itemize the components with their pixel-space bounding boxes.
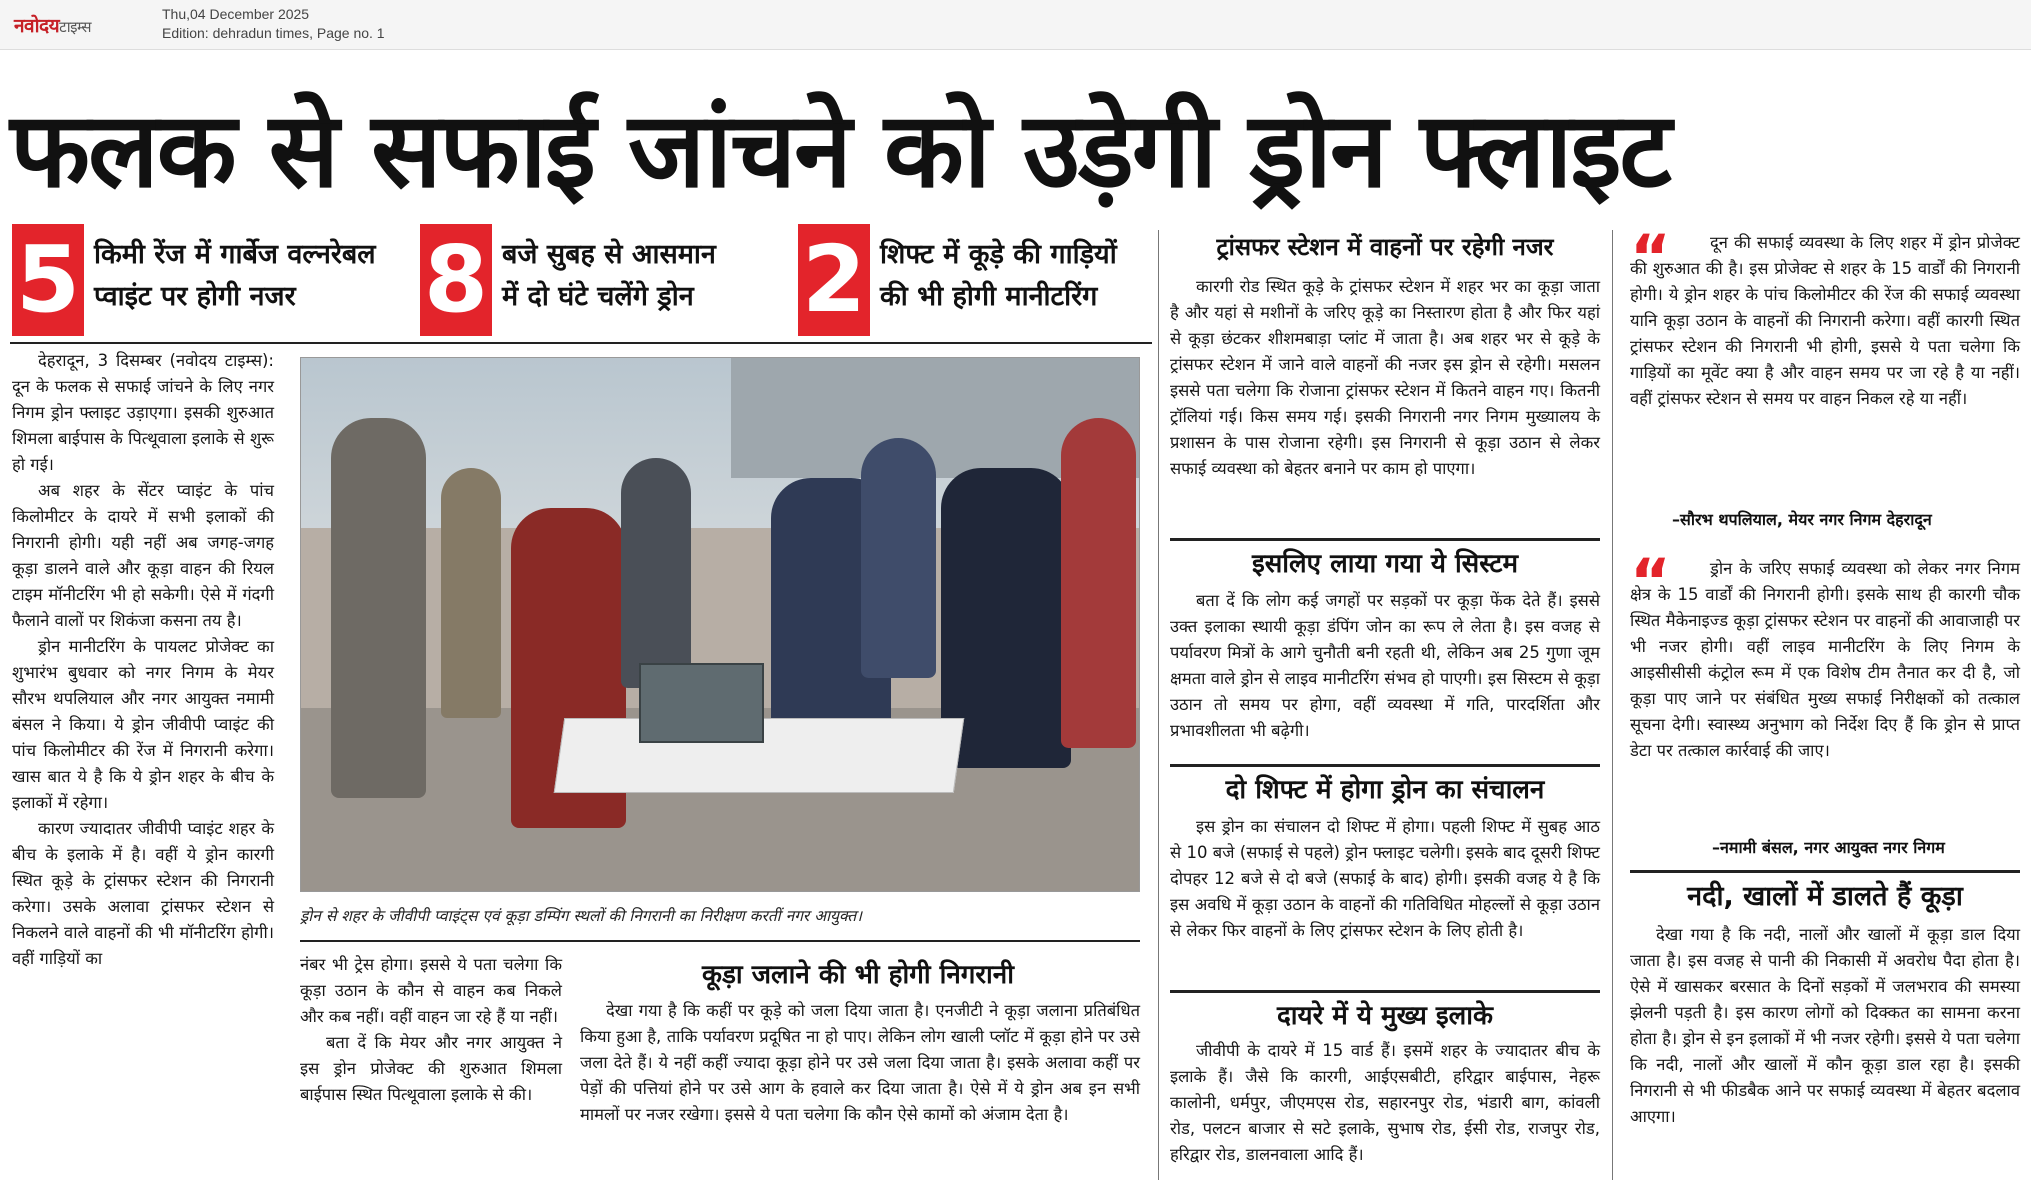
paragraph: देखा गया है कि नदी, नालों और खालों में कूड़ा डाल दिया जाता है। इस वजह से पानी की निकासी में अवरोध पैदा होता है। ऐसे में खासकर बरसात के दिनों सड़कों में जलभराव की समस्या झेलनी पड़ती है। इस कारण लोगों को दिक्कत का सामना करना होता है। ड्रोन से इन इलाकों में भी नजर रहेगी। इससे ये पता चलेगा कि नदी, नालों और खालों में कौन कूड़ा डाल रहा है। इसकी निगरानी से भी फीडबैक आने पर सफाई व्यवस्था में बेहतर बदलाव आएगा। — [1630, 925, 2020, 1126]
divider — [1630, 870, 2020, 873]
commissioner-quote-signature: –नमामी बंसल, नगर आयुक्त नगर निगम — [1712, 838, 1945, 857]
commissioner-quote-text — [1630, 556, 2020, 764]
mayor-quote-text — [1630, 221, 2020, 412]
lead-continuation-column — [300, 952, 562, 1108]
divider — [10, 342, 1152, 344]
burning-article-text — [580, 998, 1140, 1128]
photo-caption: ड्रोन से शहर के जीवीपी प्वाइंट्स एवं कूड़ा डम्पिंग स्थलों की निगरानी का निरीक्षण करतीं नगर आयुक्त। — [300, 907, 863, 925]
stat-number: 2 — [798, 224, 870, 336]
paragraph: देहरादून, 3 दिसम्बर (नवोदय टाइम्स): दून के फलक से सफाई जांचने के लिए नगर निगम ड्रोन फ्लाइट उड़ाएगा। इसकी शुरुआत शिमला बाईपास के पित्थूवाला इलाके से शुरू हो गई। — [12, 351, 274, 474]
section-heading-shifts: दो शिफ्ट में होगा ड्रोन का संचालन — [1225, 775, 1545, 805]
stat-box-5km — [12, 224, 422, 336]
system-article-text — [1170, 588, 1600, 744]
quote-mark-icon: “ — [1630, 221, 1671, 294]
main-headline: फलक से सफाई जांचने को उड़ेगी ड्रोन फ्लाइट — [10, 89, 1670, 211]
paragraph: नंबर भी ट्रेस होगा। इससे ये पता चलेगा कि कूड़ा उठान के कौन से वाहन कब निकले और कब नहीं। वहीं वाहन जा रहे हैं या नहीं। — [300, 955, 562, 1026]
rivers-article-text — [1630, 922, 2020, 1130]
column-divider — [1158, 230, 1159, 1180]
paragraph: ड्रोन के जरिए सफाई व्यवस्था को लेकर नगर निगम क्षेत्र के 15 वार्डों की निगरानी होगी। इसके साथ ही कारगी चौक स्थित मैकेनाइज्ड कूड़ा ट्रांसफर स्टेशन पर वाहनों की आवाजाही पर भी नजर होगी। वहीं लाइव मानीटरिंग के लिए निगम के आइसीसीसी कंट्रोल रूम में एक विशेष टीम तैनात कर दी है, जो कूड़ा पाए जाने पर संबंधित मुख्य सफाई निरीक्षकों को तत्काल सूचना देगी। स्वास्थ्य अनुभाग को निर्देश दिए हैं कि ड्रोन से प्राप्त डेटा पर तत्काल कार्रवाई की जाए। — [1630, 559, 2020, 760]
edition-info: Edition: dehradun times, Page no. 1 — [162, 25, 385, 41]
stat-number: 5 — [12, 224, 84, 336]
section-heading-areas: दायरे में ये मुख्य इलाके — [1276, 1001, 1494, 1031]
section-heading-burning: कूड़ा जलाने की भी होगी निगरानी — [702, 960, 1014, 990]
divider — [1170, 764, 1600, 767]
divider — [300, 940, 1140, 942]
mayor-quote-signature: –सौरभ थपलियाल, मेयर नगर निगम देहरादून — [1672, 510, 1932, 529]
divider — [1170, 990, 1600, 993]
stat-box-8am — [420, 224, 780, 336]
stat-text: बजे सुबह से आसमान में दो घंटे चलेंगे ड्रोन — [502, 239, 716, 312]
stat-number: 8 — [420, 224, 492, 336]
paragraph: कारण ज्यादातर जीवीपी प्वाइंट शहर के बीच के इलाके में है। वहीं ये ड्रोन कारगी स्थित कूड़े के ट्रांसफर स्टेशन की निगरानी करेगा। उसके अलावा ट्रांसफर स्टेशन से निकलने वाले वाहनों की भी मॉनीटरिंग होगी। वहीं गाड़ियों का — [12, 819, 274, 968]
newspaper-logo: नवोदयटाइम्स — [14, 15, 91, 37]
quote-mark-icon: “ — [1630, 545, 1671, 618]
edition-meta — [162, 5, 385, 43]
divider — [1170, 538, 1600, 541]
paragraph: अब शहर के सेंटर प्वाइंट के पांच किलोमीटर के दायरे में सभी इलाकों की निगरानी होगी। यही नहीं अब जगह-जगह कूड़ा डालने वाले और कूड़ा वाहन की रियल टाइम मॉनीटरिंग भी हो सकेगी। ऐसे में गंदगी फैलाने वालों पर शिकंजा कसना तय है। — [12, 481, 274, 630]
stat-text: किमी रेंज में गार्बेज वल्नरेबल प्वाइंट पर होगी नजर — [94, 239, 376, 312]
news-photo — [300, 357, 1140, 892]
masthead-bar — [0, 0, 2031, 50]
paragraph: बता दें कि लोग कई जगहों पर सड़कों पर कूड़ा फेंक देते हैं। इससे उक्त इलाका स्थायी कूड़ा डंपिंग जोन का रूप ले लेता है। इस वजह से पर्यावरण मित्रों के आगे चुनौती बनी रहती थी, लेकिन अब 25 गुणा जूम क्षमता वाले ड्रोन से लाइव मानीटरिंग संभव हो पाएगी। इस सिस्टम से कूड़ा उठान तो समय पर होगा, वहीं व्यवस्था में गति, पारदर्शिता और प्रभावशीलता भी बढ़ेगी। — [1170, 591, 1600, 740]
stat-text: शिफ्ट में कूड़े की गाड़ियों की भी होगी मानीटरिंग — [880, 239, 1117, 312]
paragraph: ड्रोन मानीटरिंग के पायलट प्रोजेक्ट का शुभारंभ बुधवार को नगर निगम के मेयर सौरभ थपलियाल और नगर आयुक्त नमामी बंसल ने किया। ये ड्रोन जीवीपी प्वाइंट की पांच किलोमीटर की रेंज में निगरानी करेगा। खास बात ये है कि ये ड्रोन शहर के बीच के इलाकों में रहेगा। — [12, 637, 274, 812]
shifts-article-text — [1170, 814, 1600, 944]
paragraph: बता दें कि मेयर और नगर आयुक्त ने इस ड्रोन प्रोजेक्ट की शुरुआत शिमला बाईपास स्थित पित्थूवाला इलाके से की। — [300, 1033, 562, 1104]
section-heading-rivers: नदी, खालों में डालते हैं कूड़ा — [1687, 881, 1963, 912]
paragraph: देखा गया है कि कहीं पर कूड़े को जला दिया जाता है। एनजीटी ने कूड़ा जलाना प्रतिबंधित किया हुआ है, ताकि पर्यावरण प्रदूषित ना हो पाए। लेकिन लोग खाली प्लॉट में कूड़ा होने पर उसे जला देते हैं। ये नहीं कहीं ज्यादा कूड़ा होने पर उसे जला दिया जाता है। इसके अलावा कहीं पर पेड़ों की पत्तियां होने पर उसे आग के हवाले कर दिया जाता है। ऐसे में ये ड्रोन अब इन सभी मामलों पर नजर रखेगा। इससे ये पता चलेगा कि कौन ऐसे कामों को अंजाम देता है। — [580, 1001, 1140, 1124]
transfer-article-text — [1170, 274, 1600, 482]
column-divider — [1612, 230, 1613, 1180]
edition-date: Thu,04 December 2025 — [162, 6, 310, 22]
areas-article-text — [1170, 1038, 1600, 1168]
paragraph: इस ड्रोन का संचालन दो शिफ्ट में होगा। पहली शिफ्ट में सुबह आठ से 10 बजे (सफाई से पहले) ड्रोन फ्लाइट चलेगी। इसके बाद दूसरी शिफ्ट दोपहर 12 बजे से दो बजे (सफाई के बाद) होगी। इसकी वजह ये है कि इस अवधि में कूड़ा उठान के वाहनों की गतिविधित मोहल्लों से कूड़ा उठान से लेकर फिर वाहनों के लिए ट्रांसफर स्टेशन के लिए होती है। — [1170, 817, 1600, 940]
paragraph: कारगी रोड स्थित कूड़े के ट्रांसफर स्टेशन में शहर भर का कूड़ा जाता है और यहां से मशीनों के जरिए कूड़े का निस्तारण होता है और फिर यहां से कूड़ा छंटकर शीशमबाड़ा प्लांट में जाता है। अब शहर भर से कूड़े के ट्रांसफर स्टेशन में जाने वाले वाहनों की नजर इस ड्रोन से रहेगी। मसलन इससे पता चलेगा कि रोजाना ट्रांसफर स्टेशन में कितने वाहन गए। कितनी ट्रॉलियां गई। किस समय गई। इसकी निगरानी नगर निगम मुख्यालय के प्रशासन के पास रोजाना रहेगी। इस निगरानी से कूड़ा उठान से लेकर सफाई व्यवस्था को बेहतर बनाने पर काम हो पाएगा। — [1170, 277, 1600, 478]
paragraph: जीवीपी के दायरे में 15 वार्ड हैं। इसमें शहर के ज्यादातर बीच के इलाके हैं। जैसे कि कारगी, आईएसबीटी, हरिद्वार बाईपास, नेहरू कालोनी, धर्मपुर, जीएमएस रोड, सहारनपुर रोड, भंडारी बाग, कांवली रोड, पलटन बाजार से सटे इलाके, सुभाष रोड, ईसी रोड, राजपुर रोड, हरिद्वार रोड, डालनवाला आदि हैं। — [1170, 1041, 1600, 1164]
paragraph: दून की सफाई व्यवस्था के लिए शहर में ड्रोन प्रोजेक्ट की शुरुआत की है। इस प्रोजेक्ट से शहर के 15 वार्डों की निगरानी होगी। ये ड्रोन शहर के पांच किलोमीटर की रेंज की सफाई व्यवस्था यानि कूड़ा उठान के वाहनों की निगरानी करेगा। वहीं कारगी स्थित ट्रांसफर स्टेशन की निगरानी भी होगी, इससे ये पता चलेगा कि गाड़ियों का मूवेंट क्या है और वाहन समय पर जा रहे है या नहीं। वहीं ट्रांसफर स्टेशन से समय पर वाहन निकल रहे या नहीं। — [1630, 233, 2020, 408]
section-heading-system: इसलिए लाया गया ये सिस्टम — [1251, 549, 1519, 579]
section-heading-transfer: ट्रांसफर स्टेशन में वाहनों पर रहेगी नजर — [1216, 233, 1554, 261]
lead-article-column — [12, 348, 274, 972]
stat-box-2shift — [798, 224, 1158, 336]
